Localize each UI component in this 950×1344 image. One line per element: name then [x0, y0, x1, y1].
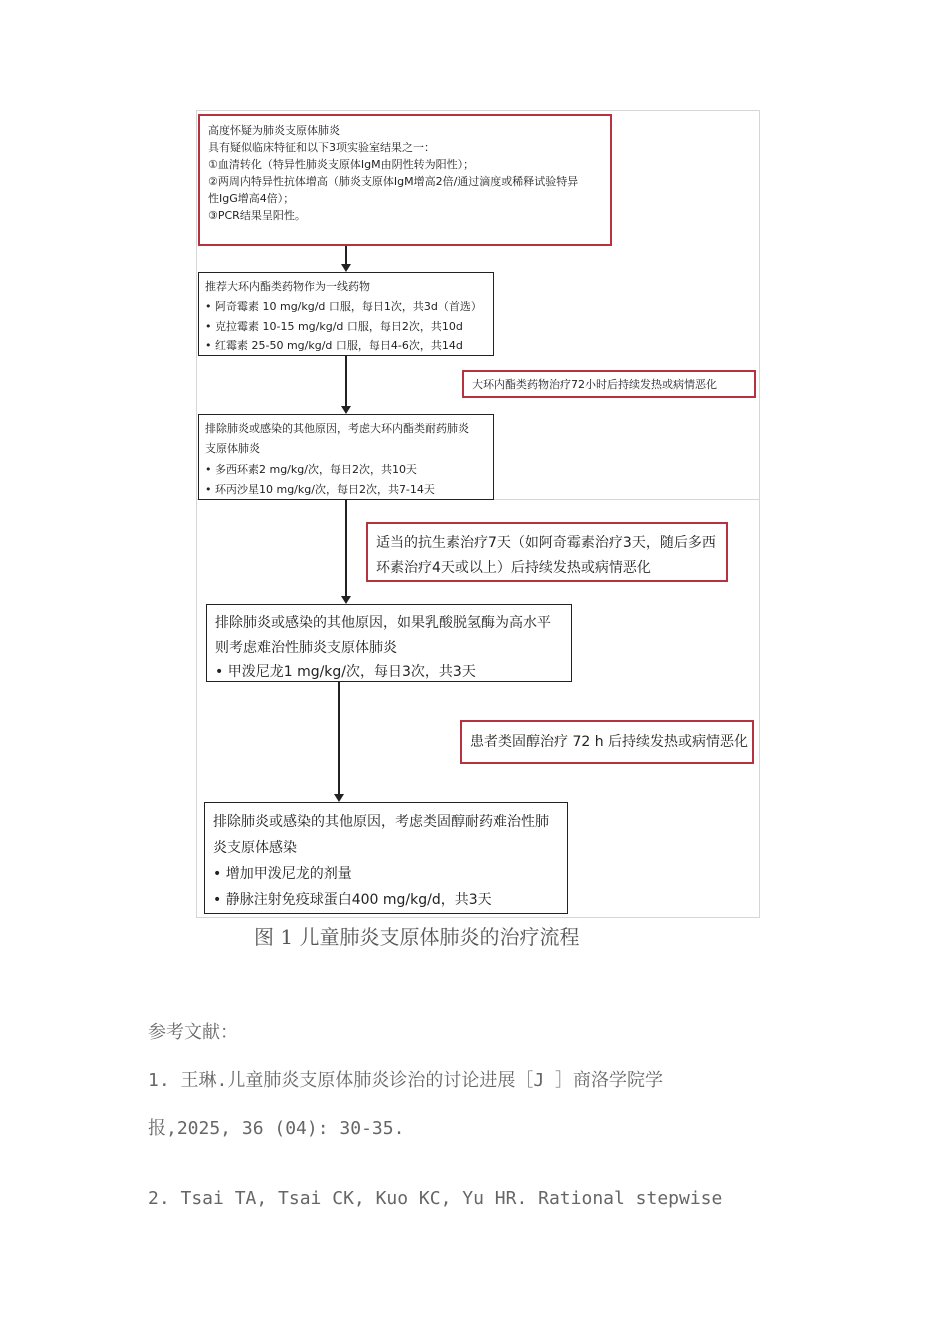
antibiotic-failure-line: 环素治疗4天或以上）后持续发热或病情恶化 [376, 559, 651, 576]
steroid-resistant-title: 炎支原体感染 [213, 839, 297, 856]
diagnosis-line: 性IgG增高4倍）； [208, 192, 295, 206]
steroid-failure-text: 患者类固醇治疗 72 h 后持续发热或病情恶化 [470, 734, 749, 750]
diagnosis-box [198, 114, 612, 246]
macrolide-failure-box [462, 370, 756, 398]
diagnosis-title: 高度怀疑为肺炎支原体肺炎 [208, 124, 340, 137]
diagnosis-line: ①血清转化（特异性肺炎支原体IgM由阴性转为阳性）； [208, 158, 475, 172]
drug-item: • 环丙沙星10 mg/kg/次，每日2次，共7-14天 [205, 483, 435, 497]
drug-item: • 红霉素 25-50 mg/kg/d 口服，每日4-6次，共14d [205, 339, 463, 353]
drug-item: • 多西环素2 mg/kg/次，每日2次，共10天 [205, 462, 417, 476]
arrow-head-icon [341, 264, 351, 272]
steroid-resistant-box [204, 802, 568, 914]
steroid-resistant-title: 排除肺炎或感染的其他原因，考虑类固醇耐药难治性肺 [213, 814, 549, 830]
figure-caption: 图 1 儿童肺炎支原体肺炎的治疗流程 [254, 925, 580, 949]
macrolide-resistant-title: 支原体肺炎 [205, 442, 260, 456]
macrolide-failure-text: 大环内酯类药物治疗72小时后持续发热或病情恶化 [472, 378, 717, 391]
drug-item: • 甲泼尼龙1 mg/kg/次，每日3次，共3天 [215, 664, 476, 680]
first-line-drugs-box [198, 272, 494, 356]
diagnosis-line: ②两周内特异性抗体增高（肺炎支原体IgM增高2倍/通过滴度或稀释试验特异 [208, 175, 579, 189]
first-line-title: 推荐大环内酯类药物作为一线药物 [205, 280, 370, 293]
references-heading: 参考文献： [148, 1022, 238, 1043]
steroid-failure-box [460, 720, 754, 764]
drug-item: • 阿奇霉素 10 mg/kg/d 口服，每日1次，共3d（首选） [205, 299, 482, 313]
refractory-pneumonia-box [206, 604, 572, 682]
macrolide-resistant-box [198, 414, 494, 500]
antibiotic-failure-box [366, 522, 728, 582]
flow-arrow [345, 356, 347, 406]
treatment-item: • 静脉注射免疫球蛋白400 mg/kg/d，共3天 [213, 891, 492, 908]
diagnosis-line: ③PCR结果呈阳性。 [208, 209, 306, 223]
reference-1-continued: 报,2025, 36 (04): 30-35. [148, 1118, 405, 1139]
treatment-item: • 增加甲泼尼龙的剂量 [213, 865, 352, 882]
antibiotic-failure-line: 适当的抗生素治疗7天（如阿奇霉素治疗3天，随后多西 [376, 535, 716, 551]
drug-item: • 克拉霉素 10-15 mg/kg/d 口服，每日2次，共10d [205, 319, 463, 333]
flow-arrow [345, 246, 347, 264]
flow-arrow [338, 682, 340, 794]
macrolide-resistant-title: 排除肺炎或感染的其他原因，考虑大环内酯类耐药肺炎 [205, 422, 469, 435]
arrow-head-icon [341, 406, 351, 414]
reference-1: 1. 王琳.儿童肺炎支原体肺炎诊治的讨论进展［J ］商洛学院学 [148, 1070, 664, 1091]
refractory-title: 排除肺炎或感染的其他原因，如果乳酸脱氢酶为高水平 [215, 615, 551, 631]
refractory-title: 则考虑难治性肺炎支原体肺炎 [215, 639, 397, 656]
diagnosis-line: 具有疑似临床特征和以下3项实验室结果之一： [208, 141, 435, 155]
arrow-head-icon [334, 794, 344, 802]
reference-2: 2. Tsai TA, Tsai CK, Kuo KC, Yu HR. Rational stepwise [148, 1188, 723, 1209]
arrow-head-icon [341, 596, 351, 604]
flow-arrow [345, 500, 347, 596]
